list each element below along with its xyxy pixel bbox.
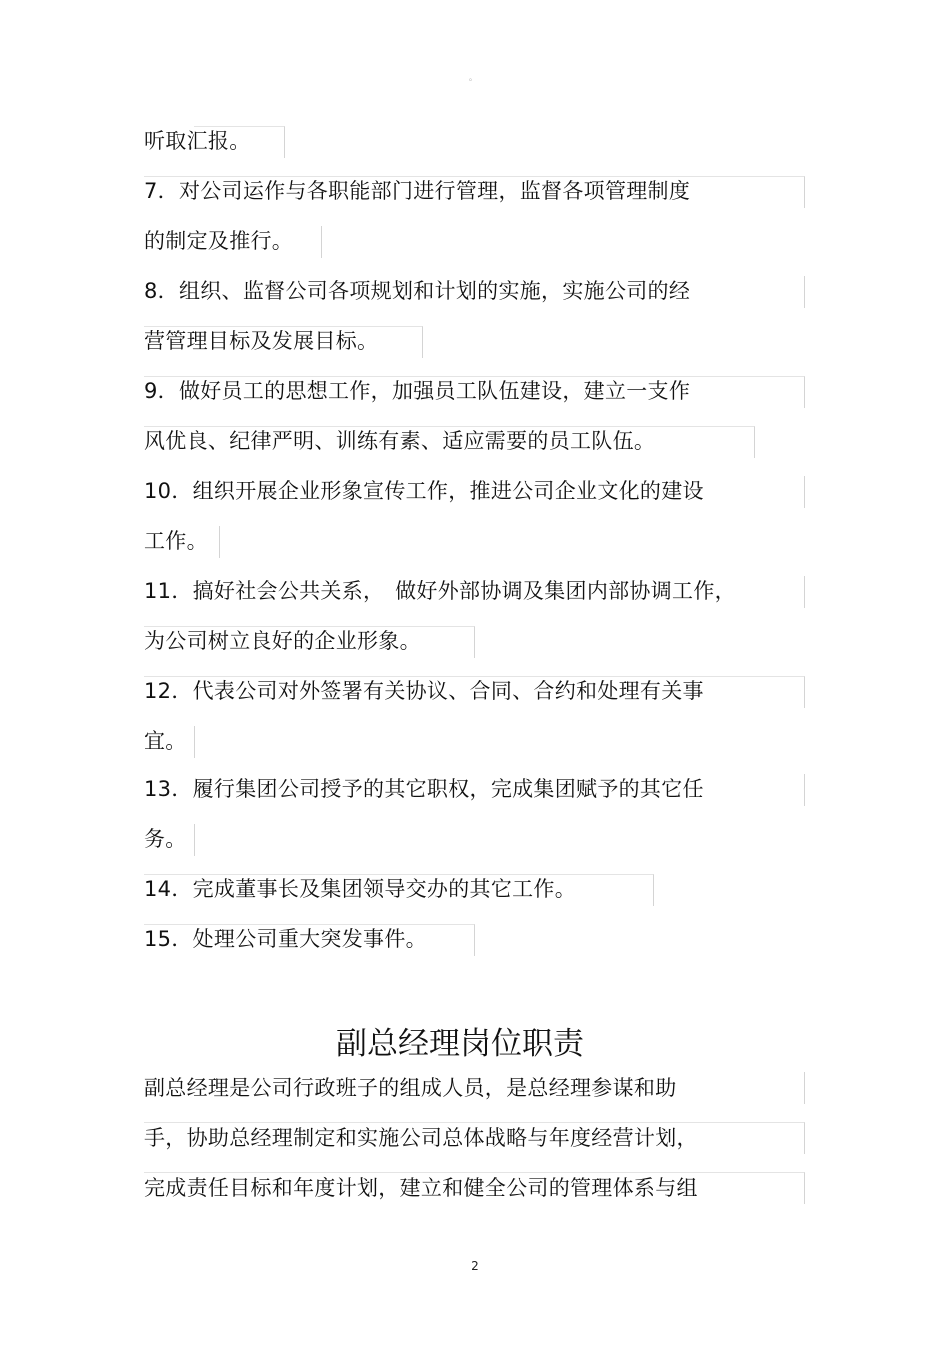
text-line: 12．代表公司对外签署有关协议、合同、合约和处理有关事 [144, 679, 704, 703]
text-line: 务。 [144, 827, 187, 851]
text-line: 7．对公司运作与各职能部门进行管理，监督各项管理制度 [144, 179, 691, 203]
text-line: 宜。 [144, 729, 187, 753]
text-line: 8．组织、监督公司各项规划和计划的实施，实施公司的经 [144, 279, 691, 303]
section-title: 副总经理岗位职责 [336, 1026, 584, 1062]
text-line: 听取汇报。 [144, 129, 251, 153]
text-line: 10．组织开展企业形象宣传工作，推进公司企业文化的建设 [144, 479, 704, 503]
header-mark: 。 [469, 73, 477, 82]
text-line: 的制定及推行。 [144, 229, 294, 253]
text-line: 13．履行集团公司授予的其它职权，完成集团赋予的其它任 [144, 777, 704, 801]
text-line: 11．搞好社会公共关系， 做好外部协调及集团内部协调工作， [144, 579, 736, 603]
text-line: 9．做好员工的思想工作，加强员工队伍建设，建立一支作 [144, 379, 691, 403]
text-line: 为公司树立良好的企业形象。 [144, 629, 421, 653]
text-line: 风优良、纪律严明、训练有素、适应需要的员工队伍。 [144, 429, 656, 453]
text-line: 工作。 [144, 529, 208, 553]
section-text-line: 手，协助总经理制定和实施公司总体战略与年度经营计划， [144, 1126, 698, 1150]
text-line: 营管理目标及发展目标。 [144, 329, 379, 353]
page-number: 2 [471, 1259, 479, 1273]
text-line: 14．完成董事长及集团领导交办的其它工作。 [144, 877, 577, 901]
section-text-line: 完成责任目标和年度计划，建立和健全公司的管理体系与组 [144, 1176, 698, 1200]
section-text-line: 副总经理是公司行政班子的组成人员，是总经理参谋和助 [144, 1076, 677, 1100]
text-line: 15．处理公司重大突发事件。 [144, 927, 427, 951]
